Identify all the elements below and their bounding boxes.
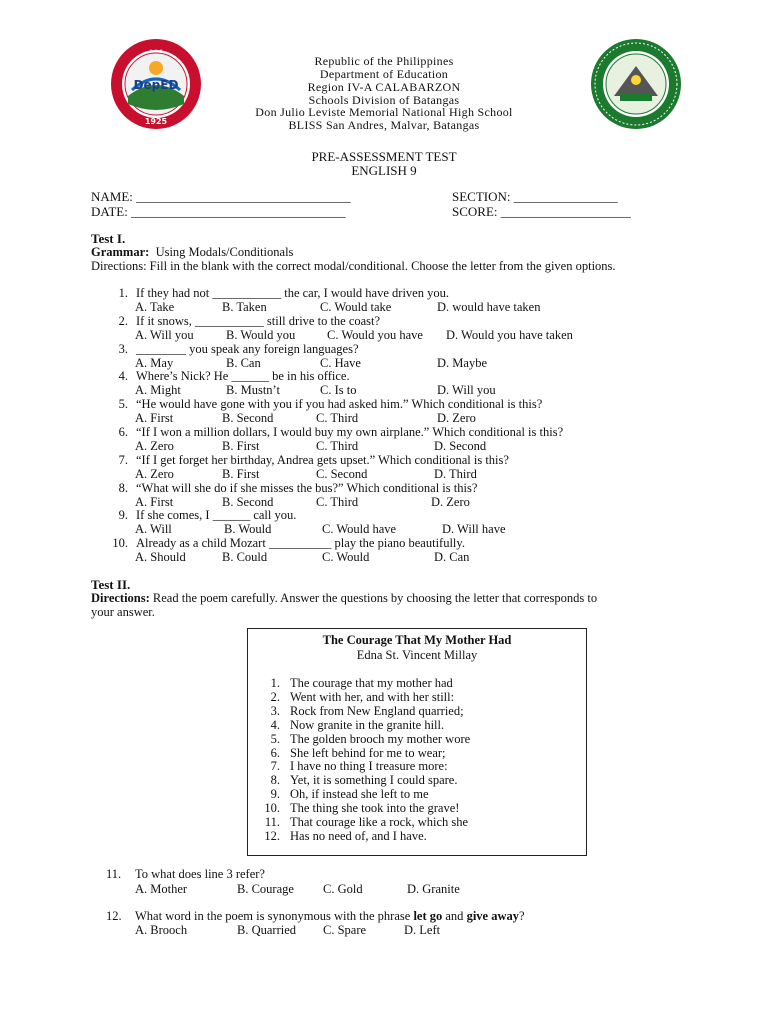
- section-field: SECTION: ________________: [452, 189, 618, 204]
- poem-line-text: Now granite in the granite hill.: [290, 718, 445, 732]
- q9-option-a: A. Will: [135, 522, 172, 536]
- header-line-republic: Republic of the Philippines: [314, 54, 454, 68]
- poem-box: [247, 628, 587, 856]
- q6-option-a: A. Zero: [135, 439, 174, 453]
- question-number: 5.: [118, 397, 128, 411]
- question-text: Already as a child Mozart __________ play the piano beautifully.: [136, 536, 465, 550]
- q8-option-d: D. Zero: [431, 495, 470, 509]
- poem-line-number: 4.: [270, 718, 280, 732]
- poem-line-text: Oh, if instead she left to me: [290, 787, 429, 801]
- header-school-name: Don Julio Leviste Memorial National High School: [255, 105, 513, 119]
- q5-option-d: D. Zero: [437, 411, 476, 425]
- directions-text-1: Read the poem carefully. Answer the questions by choosing the letter that corresponds to: [149, 591, 598, 605]
- q11-option-a: A. Mother: [135, 882, 188, 896]
- question-12: [106, 909, 525, 924]
- question-number: 4.: [118, 369, 128, 383]
- left-logo-text: DepED: [133, 78, 179, 92]
- q12-option-d: D. Left: [404, 923, 441, 937]
- q7-option-c: C. Second: [316, 467, 368, 481]
- poem-line-number: 1.: [270, 676, 280, 690]
- q12-bold-give-away: give away: [466, 909, 519, 923]
- poem-line-number: 12.: [264, 829, 280, 843]
- q7-option-b: B. First: [222, 467, 260, 481]
- q10-option-d: D. Can: [434, 550, 470, 564]
- question-number: 3.: [118, 342, 128, 356]
- question-number: 12.: [106, 909, 122, 923]
- directions-label: Directions:: [91, 591, 150, 605]
- poem-line-number: 5.: [270, 732, 280, 746]
- q6-option-b: B. First: [222, 439, 260, 453]
- q2-option-c: C. Would you have: [327, 328, 423, 342]
- question-text: [135, 909, 525, 924]
- question-text: If it snows, ___________ still drive to the coast?: [136, 314, 381, 328]
- q1-option-d: D. would have taken: [437, 300, 541, 314]
- question-number: 9.: [118, 508, 128, 522]
- q8-option-a: A. First: [135, 495, 174, 509]
- question-text: ________ you speak any foreign languages?: [136, 342, 359, 356]
- question-text: To what does line 3 refer?: [135, 867, 265, 881]
- question-text: If she comes, I ______ call you.: [136, 508, 297, 522]
- score-field: SCORE: ____________________: [452, 204, 631, 219]
- q6-option-c: C. Third: [316, 439, 359, 453]
- q4-option-d: D. Will you: [437, 383, 496, 397]
- q11-option-d: D. Granite: [407, 882, 460, 896]
- q3-option-d: D. Maybe: [437, 356, 487, 370]
- question-number: 1.: [118, 286, 128, 300]
- header-line-region: Region IV-A CALABARZON: [307, 80, 461, 94]
- test-2-directions-line2: your answer.: [91, 605, 155, 619]
- q9-option-d: D. Will have: [442, 522, 506, 536]
- test-title: PRE-ASSESSMENT TEST: [311, 149, 457, 164]
- svg-text:· · ·: · · ·: [149, 47, 163, 55]
- poem-title: The Courage That My Mother Had: [322, 633, 512, 647]
- poem-line-text: She left behind for me to wear;: [290, 746, 446, 760]
- q5-option-c: C. Third: [316, 411, 359, 425]
- question-text: “If I won a million dollars, I would buy my own airplane.” Which conditional is this?: [136, 425, 564, 439]
- q6-option-d: D. Second: [434, 439, 487, 453]
- question-text: Where’s Nick? He ______ be in his office.: [136, 369, 350, 383]
- q12-text-b: and: [442, 909, 467, 923]
- poem-line-text: The courage that my mother had: [290, 676, 453, 690]
- poem-line-number: 7.: [270, 759, 280, 773]
- poem-line-text: The golden brooch my mother wore: [290, 732, 471, 746]
- poem-line-text: Went with her, and with her still:: [290, 690, 455, 704]
- question-text: “If I get forget her birthday, Andrea gets upset.” Which conditional is this?: [136, 453, 509, 467]
- q1-option-a: A. Take: [135, 300, 175, 314]
- q10-option-b: B. Could: [222, 550, 268, 564]
- poem-line-number: 3.: [270, 704, 280, 718]
- question-number: 8.: [118, 481, 128, 495]
- q2-option-d: D. Would you have taken: [446, 328, 573, 342]
- poem-line-number: 9.: [270, 787, 280, 801]
- test-subtitle: ENGLISH 9: [351, 163, 417, 178]
- q3-option-b: B. Can: [226, 356, 261, 370]
- poem-line-number: 2.: [270, 690, 280, 704]
- question-number: 2.: [118, 314, 128, 328]
- poem-author: Edna St. Vincent Millay: [356, 648, 478, 662]
- q2-option-a: A. Will you: [135, 328, 194, 342]
- q2-option-b: B. Would you: [226, 328, 296, 342]
- question-number: 7.: [118, 453, 128, 467]
- date-field: DATE: _________________________________: [91, 204, 346, 219]
- poem-line-text: Has no need of, and I have.: [290, 829, 427, 843]
- left-logo-year: 1925: [144, 117, 168, 126]
- q11-option-b: B. Courage: [237, 882, 294, 896]
- q4-option-a: A. Might: [135, 383, 181, 397]
- poem-line-text: Rock from New England quarried;: [290, 704, 464, 718]
- question-11: [106, 867, 265, 882]
- question-text: “What will she do if she misses the bus?” Which conditional is this?: [136, 481, 478, 495]
- test-1-title: Test I.: [91, 231, 126, 246]
- poem-line-text: I have no thing I treasure more:: [290, 759, 448, 773]
- question-text: If they had not ___________ the car, I would have driven you.: [136, 286, 449, 300]
- q12-option-c: C. Spare: [323, 923, 367, 937]
- grammar-label: Grammar:: [91, 245, 150, 259]
- poem-line-text: That courage like a rock, which she: [290, 815, 469, 829]
- grammar-text: Using Modals/Conditionals: [149, 245, 294, 259]
- q10-option-a: A. Should: [135, 550, 186, 564]
- question-number: 6.: [118, 425, 128, 439]
- q4-option-c: C. Is to: [320, 383, 357, 397]
- q12-bold-let-go: let go: [413, 909, 443, 923]
- poem-line-number: 11.: [264, 815, 280, 829]
- q8-option-b: B. Second: [222, 495, 274, 509]
- q12-option-b: B. Quarried: [237, 923, 297, 937]
- q7-option-a: A. Zero: [135, 467, 174, 481]
- poem-line-number: 6.: [270, 746, 280, 760]
- header-line-division: Schools Division of Batangas: [308, 93, 460, 107]
- name-field: NAME: _________________________________: [91, 189, 351, 204]
- q9-option-c: C. Would have: [322, 522, 397, 536]
- test-1-directions: Directions: Fill in the blank with the correct modal/conditional. Choose the letter from the given options.: [91, 259, 616, 273]
- q12-text-a: What word in the poem is synonymous with the phrase: [135, 909, 414, 923]
- q10-option-c: C. Would: [322, 550, 370, 564]
- question-text: “He would have gone with you if you had asked him.” Which conditional is this?: [136, 397, 543, 411]
- q1-option-c: C. Would take: [320, 300, 392, 314]
- q4-option-b: B. Mustn’t: [226, 383, 280, 397]
- q9-option-b: B. Would: [224, 522, 272, 536]
- q7-option-d: D. Third: [434, 467, 477, 481]
- q3-option-c: C. Have: [320, 356, 361, 370]
- q5-option-a: A. First: [135, 411, 174, 425]
- q1-option-b: B. Taken: [222, 300, 267, 314]
- question-number: 11.: [106, 867, 122, 881]
- question-number: 10.: [112, 536, 128, 550]
- q11-option-c: C. Gold: [323, 882, 363, 896]
- grammar-line: [91, 245, 293, 260]
- q8-option-c: C. Third: [316, 495, 359, 509]
- poem-line-number: 10.: [264, 801, 280, 815]
- header-line-deped: Department of Education: [319, 67, 449, 81]
- test-2-title: Test II.: [91, 577, 131, 592]
- q12-option-a: A. Brooch: [135, 923, 188, 937]
- poem-line-number: 8.: [270, 773, 280, 787]
- poem-line-text: The thing she took into the grave!: [290, 801, 460, 815]
- q5-option-b: B. Second: [222, 411, 274, 425]
- q12-text-c: ?: [519, 909, 525, 923]
- header-address: BLISS San Andres, Malvar, Batangas: [288, 118, 480, 132]
- test-2-directions-line1: [91, 591, 597, 606]
- poem-line-text: Yet, it is something I could spare.: [290, 773, 458, 787]
- q3-option-a: A. May: [135, 356, 174, 370]
